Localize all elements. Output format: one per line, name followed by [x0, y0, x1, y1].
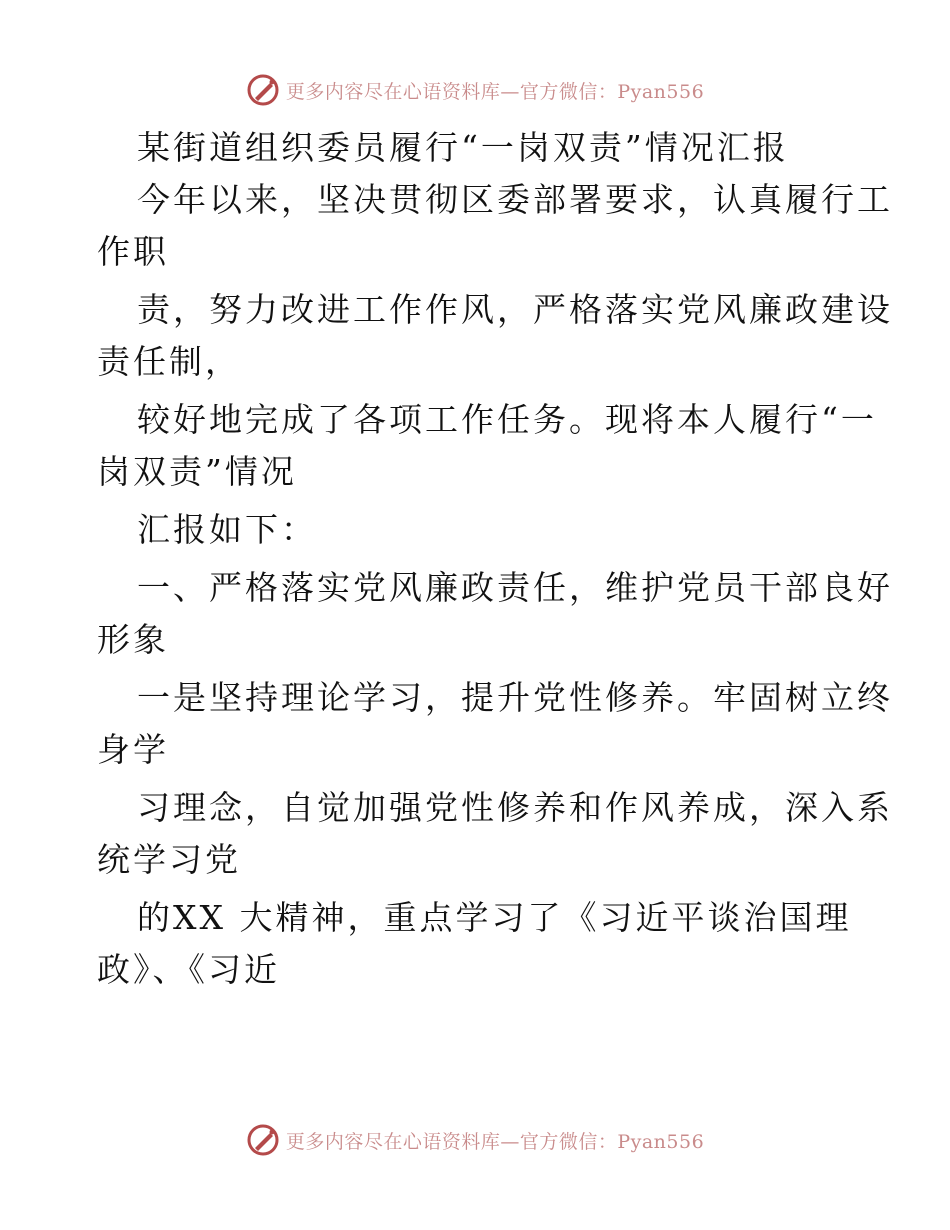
header-watermark-banner	[0, 70, 950, 110]
doc-line: 统学习党	[97, 840, 241, 879]
watermark-text: 更多内容尽在心语资料库—官方微信：Pyan556	[285, 80, 705, 103]
doc-line: 较好地完成了各项工作任务。现将本人履行“一	[137, 400, 877, 439]
footer-watermark-banner	[0, 1120, 950, 1160]
section-heading: 一、严格落实党风廉政责任，维护党员干部良好	[137, 568, 893, 607]
doc-line: 政》、《习近	[97, 950, 280, 989]
doc-line: 岗双责”情况	[97, 452, 297, 491]
document-body	[97, 122, 893, 996]
pen-logo-icon	[246, 1123, 280, 1157]
doc-line: 今年以来，坚决贯彻区委部署要求，认真履行工	[137, 180, 893, 219]
watermark-text: 更多内容尽在心语资料库—官方微信：Pyan556	[285, 1130, 705, 1153]
pen-logo-icon	[246, 73, 280, 107]
doc-line: 身学	[97, 730, 169, 769]
doc-title: 某街道组织委员履行“一岗双责”情况汇报	[137, 128, 789, 167]
doc-line: 一是坚持理论学习，提升党性修养。牢固树立终	[137, 678, 893, 717]
doc-line: 形象	[97, 620, 169, 659]
doc-line: 责，努力改进工作作风，严格落实党风廉政建设	[137, 290, 893, 329]
doc-line: 汇报如下：	[137, 510, 317, 549]
doc-line: 的XX 大精神，重点学习了《习近平谈治国理	[137, 898, 852, 937]
doc-line: 作职	[97, 232, 169, 271]
doc-line: 责任制，	[97, 342, 241, 381]
doc-line: 习理念，自觉加强党性修养和作风养成，深入系	[137, 788, 893, 827]
